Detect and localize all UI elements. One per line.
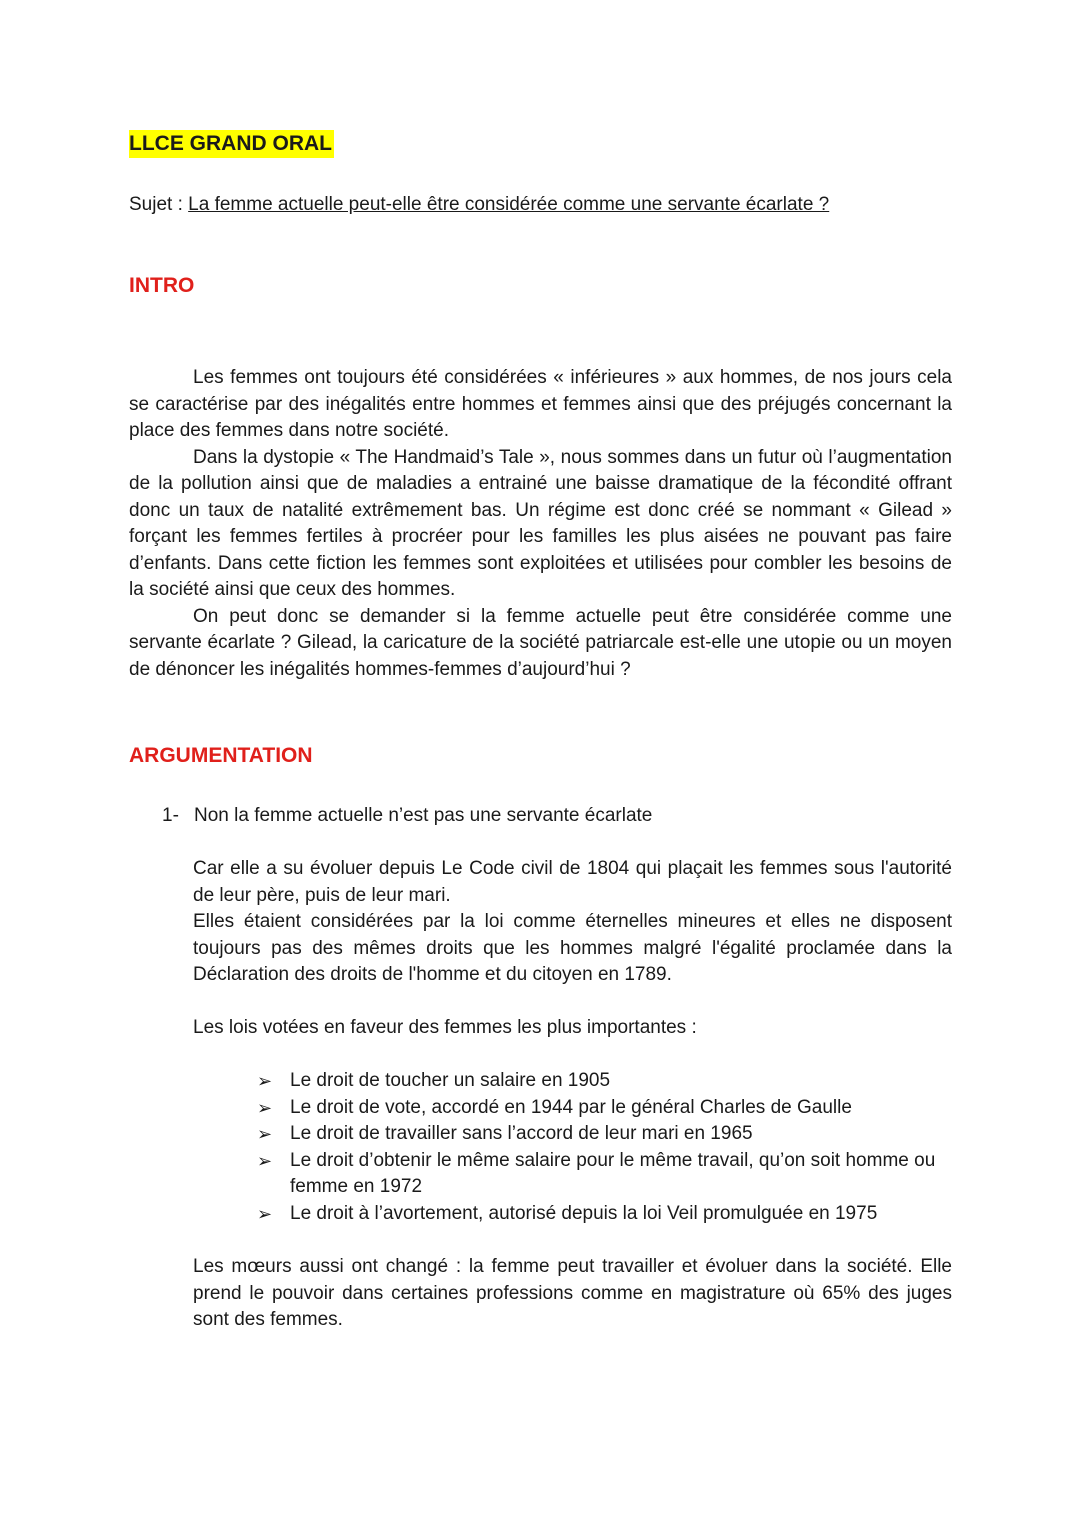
list-item [257,1201,952,1228]
law-text: Le droit de travailler sans l’accord de leur mari en 1965 [290,1123,753,1144]
list-item [257,1068,952,1095]
argumentation-heading: ARGUMENTATION [129,744,313,767]
intro-paragraph: Dans la dystopie « The Handmaid’s Tale », nous sommes dans un futur où l’augmentation de la pollution ainsi que de maladies a entrainé une baisse dramatique de la fécondité offrant donc un taux de natalité extrêmement bas. Un régime est donc créé se nommant « Gilead » forçant les femmes fertiles à procréer pour les familles les plus aisées ne pouvant pas faire d’enfants. Dans cette fiction les femmes sont exploitées et utilisées pour combler les besoins de la société ainsi que ceux des hommes. [129,446,952,600]
laws-intro [193,1015,952,1042]
arrow-bullet-icon: ➢ [257,1150,273,1171]
intro-paragraph: Les femmes ont toujours été considérées « inférieures » aux hommes, de nos jours cela se caractérise par des inégalités entre hommes et femmes ainsi que des préjugés concernant la place des femmes dans notre société. [129,367,952,441]
list-item [257,1148,952,1201]
argument-paragraphs [193,856,952,989]
point-number: 1- [162,805,179,826]
law-text: Le droit à l’avortement, autorisé depuis la loi Veil promulguée en 1975 [290,1202,878,1224]
arrow-bullet-icon: ➢ [257,1203,273,1224]
intro-heading: INTRO [129,274,195,297]
arrow-bullet-icon: ➢ [257,1097,273,1118]
conclusion-block [193,1254,952,1334]
subject-question: La femme actuelle peut-elle être considérée comme une servante écarlate ? [188,194,830,215]
arrow-bullet-icon: ➢ [257,1071,273,1091]
intro-paragraph: On peut donc se demander si la femme actuelle peut être considérée comme une servante écarlate ? Gilead, la caricature de la société patriarcale est-elle une utopie ou un moyen de dénoncer les inégalités hommes-femmes d’aujourd’hui ? [129,605,952,680]
intro-section [129,365,952,683]
document-title: LLCE GRAND ORAL [129,130,334,158]
laws-intro-text: Les lois votées en faveur des femmes les plus importantes : [193,1017,697,1038]
argument-paragraph: Elles étaient considérées par la loi comme éternelles mineures et elles ne disposent toujours pas des mêmes droits que les hommes malgré l'égalité proclamée dans la Déclaration des droits de l'homme et du citoyen en 1789. [193,911,952,985]
subject-label: Sujet : [129,194,189,215]
argument-paragraph: Car elle a su évoluer depuis Le Code civil de 1804 qui plaçait les femmes sous l'autorité de leur père, puis de leur mari. [193,858,952,906]
list-item [257,1121,952,1148]
laws-list [257,1068,952,1227]
law-text: Le droit d’obtenir le même salaire pour le même travail, qu’on soit homme ou femme en 1972 [290,1149,936,1197]
law-text: Le droit de vote, accordé en 1944 par le général Charles de Gaulle [290,1096,852,1118]
argument-point-1 [162,803,652,830]
conclusion-paragraph: Les mœurs aussi ont changé : la femme peut travailler et évoluer dans la société. Elle prend le pouvoir dans certaines professions comme en magistrature où 65% des juges sont des femmes. [193,1256,952,1330]
list-item [257,1095,952,1122]
subject-line [129,192,829,219]
law-text: Le droit de toucher un salaire en 1905 [290,1070,611,1091]
arrow-bullet-icon: ➢ [257,1124,273,1144]
point-text: Non la femme actuelle n’est pas une servante écarlate [194,805,653,826]
